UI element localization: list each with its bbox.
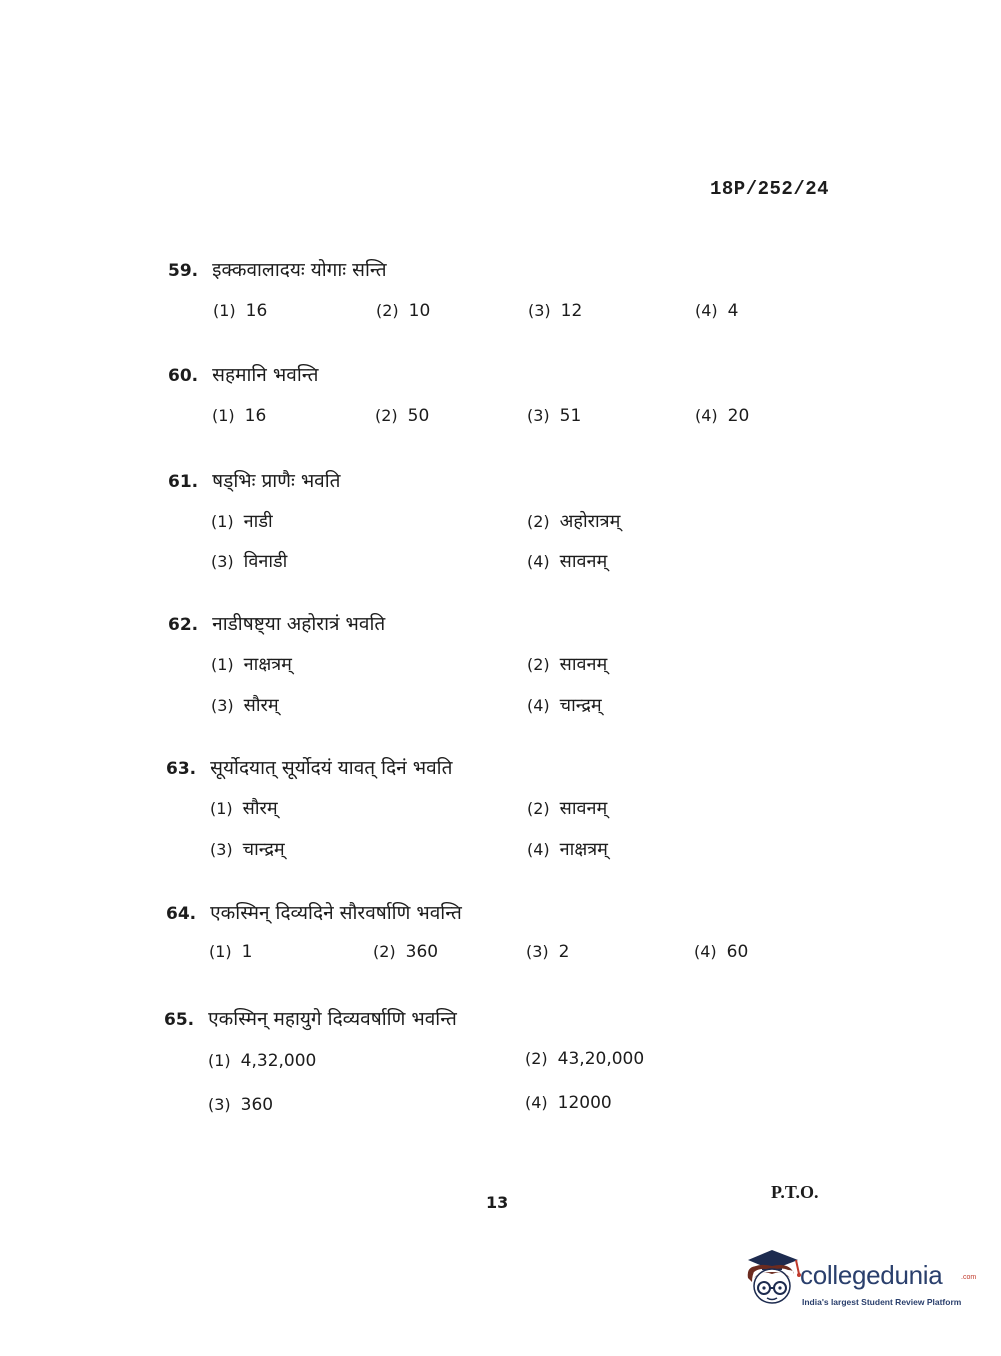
option-2[interactable] — [527, 652, 607, 676]
option-text: 10 — [408, 301, 431, 321]
option-number: (4) — [527, 840, 550, 859]
option-1[interactable] — [211, 652, 292, 676]
question-text: एकस्मिन् दिव्यदिने सौरवर्षाणि भवन्ति — [210, 902, 462, 924]
option-number: (1) — [209, 942, 232, 961]
option-3[interactable] — [526, 941, 570, 962]
option-number: (4) — [695, 406, 718, 425]
option-1[interactable] — [209, 941, 253, 962]
option-text: 360 — [405, 942, 439, 962]
question-number: 60. — [168, 366, 199, 386]
option-number: (4) — [527, 552, 550, 571]
question-text: सहमानि भवन्ति — [212, 364, 319, 386]
option-1[interactable] — [211, 509, 273, 533]
question-number: 62. — [168, 615, 199, 635]
option-number: (3) — [526, 942, 549, 961]
option-text: सावनम् — [559, 654, 608, 675]
option-text: सौरम् — [242, 798, 278, 819]
option-3[interactable] — [210, 837, 285, 861]
option-2[interactable] — [375, 405, 429, 426]
option-number: (1) — [212, 406, 235, 425]
option-text: नाक्षत्रम् — [243, 654, 292, 675]
option-number: (2) — [525, 1049, 548, 1068]
option-number: (1) — [208, 1051, 231, 1070]
question-text: षड्भिः प्राणैः भवति — [212, 470, 341, 492]
option-number: (2) — [527, 799, 550, 818]
option-number: (2) — [376, 301, 399, 320]
option-number: (3) — [211, 552, 234, 571]
option-text: विनाडी — [243, 551, 288, 572]
option-4[interactable] — [527, 549, 607, 573]
brand-name: collegedunia — [800, 1260, 943, 1290]
option-number: (4) — [695, 301, 718, 320]
option-number: (1) — [210, 799, 233, 818]
brand-tagline: India's largest Student Review Platform — [802, 1297, 962, 1307]
option-3[interactable] — [208, 1094, 273, 1115]
question-number: 63. — [166, 759, 197, 779]
option-number: (1) — [211, 512, 234, 531]
option-text: 4,32,000 — [240, 1051, 317, 1071]
option-number: (3) — [527, 406, 550, 425]
option-4[interactable] — [695, 405, 749, 426]
option-3[interactable] — [527, 405, 581, 426]
option-number: (2) — [527, 512, 550, 531]
option-2[interactable] — [527, 509, 620, 533]
option-number: (3) — [211, 696, 234, 715]
option-text: चान्द्रम् — [242, 839, 285, 860]
option-text: सावनम् — [559, 798, 608, 819]
option-text: 20 — [727, 406, 750, 426]
question-text: नाडीषष्ट्या अहोरात्रं भवति — [212, 613, 386, 635]
option-text: 2 — [558, 942, 570, 962]
option-text: 12 — [560, 301, 583, 321]
option-4[interactable] — [695, 300, 739, 321]
question-text: सूर्योदयात् सूर्योदयं यावत् दिनं भवति — [210, 757, 453, 779]
option-number: (4) — [527, 696, 550, 715]
option-text: 43,20,000 — [557, 1049, 645, 1069]
paper-code: 18P/252/24 — [710, 178, 830, 200]
option-text: 360 — [240, 1095, 274, 1115]
option-text: 51 — [559, 406, 582, 426]
question-stem — [166, 754, 452, 780]
question-number: 59. — [168, 261, 199, 281]
question-stem — [168, 361, 318, 387]
question-stem — [168, 610, 385, 636]
option-text: चान्द्रम् — [559, 695, 602, 716]
option-text: नाक्षत्रम् — [559, 839, 608, 860]
question-text: इक्कवालादयः योगाः सन्ति — [212, 259, 387, 281]
question-number: 64. — [166, 904, 197, 924]
option-text: 16 — [245, 301, 268, 321]
option-text: 50 — [407, 406, 430, 426]
option-text: 16 — [244, 406, 267, 426]
option-3[interactable] — [211, 549, 287, 573]
option-text: 60 — [726, 942, 749, 962]
option-1[interactable] — [210, 796, 278, 820]
question-number: 61. — [168, 472, 199, 492]
option-2[interactable] — [373, 941, 438, 962]
option-1[interactable] — [208, 1050, 316, 1071]
option-number: (4) — [694, 942, 717, 961]
question-stem — [168, 256, 387, 282]
option-text: सौरम् — [243, 695, 279, 716]
option-text: नाडी — [243, 511, 273, 532]
pto-label: P.T.O. — [771, 1182, 819, 1202]
option-1[interactable] — [213, 300, 267, 321]
question-stem — [166, 899, 462, 925]
option-number: (2) — [373, 942, 396, 961]
option-2[interactable] — [525, 1048, 644, 1069]
question-text: एकस्मिन् महायुगे दिव्यवर्षाणि भवन्ति — [208, 1008, 457, 1030]
option-4[interactable] — [527, 837, 608, 861]
option-3[interactable] — [528, 300, 582, 321]
option-text: अहोरात्रम् — [559, 511, 621, 532]
option-text: 12000 — [557, 1093, 612, 1113]
student-mascot-logo — [742, 1248, 802, 1310]
option-2[interactable] — [376, 300, 430, 321]
option-text: 1 — [241, 942, 253, 962]
option-text: 4 — [727, 301, 739, 321]
question-stem — [168, 467, 341, 493]
question-number: 65. — [164, 1010, 195, 1030]
option-number: (4) — [525, 1093, 548, 1112]
option-4[interactable] — [527, 693, 602, 717]
option-number: (3) — [210, 840, 233, 859]
option-number: (2) — [527, 655, 550, 674]
page-number: 13 — [486, 1193, 509, 1212]
option-1[interactable] — [212, 405, 266, 426]
option-4[interactable] — [525, 1092, 612, 1113]
option-3[interactable] — [211, 693, 279, 717]
option-number: (3) — [528, 301, 551, 320]
option-number: (3) — [208, 1095, 231, 1114]
option-number: (1) — [213, 301, 236, 320]
option-number: (1) — [211, 655, 234, 674]
option-text: सावनम् — [559, 551, 608, 572]
option-4[interactable] — [694, 941, 748, 962]
option-number: (2) — [375, 406, 398, 425]
option-2[interactable] — [527, 796, 607, 820]
brand-tld: .com — [961, 1274, 977, 1281]
question-stem — [164, 1005, 457, 1031]
collegedunia-watermark — [742, 1248, 977, 1318]
